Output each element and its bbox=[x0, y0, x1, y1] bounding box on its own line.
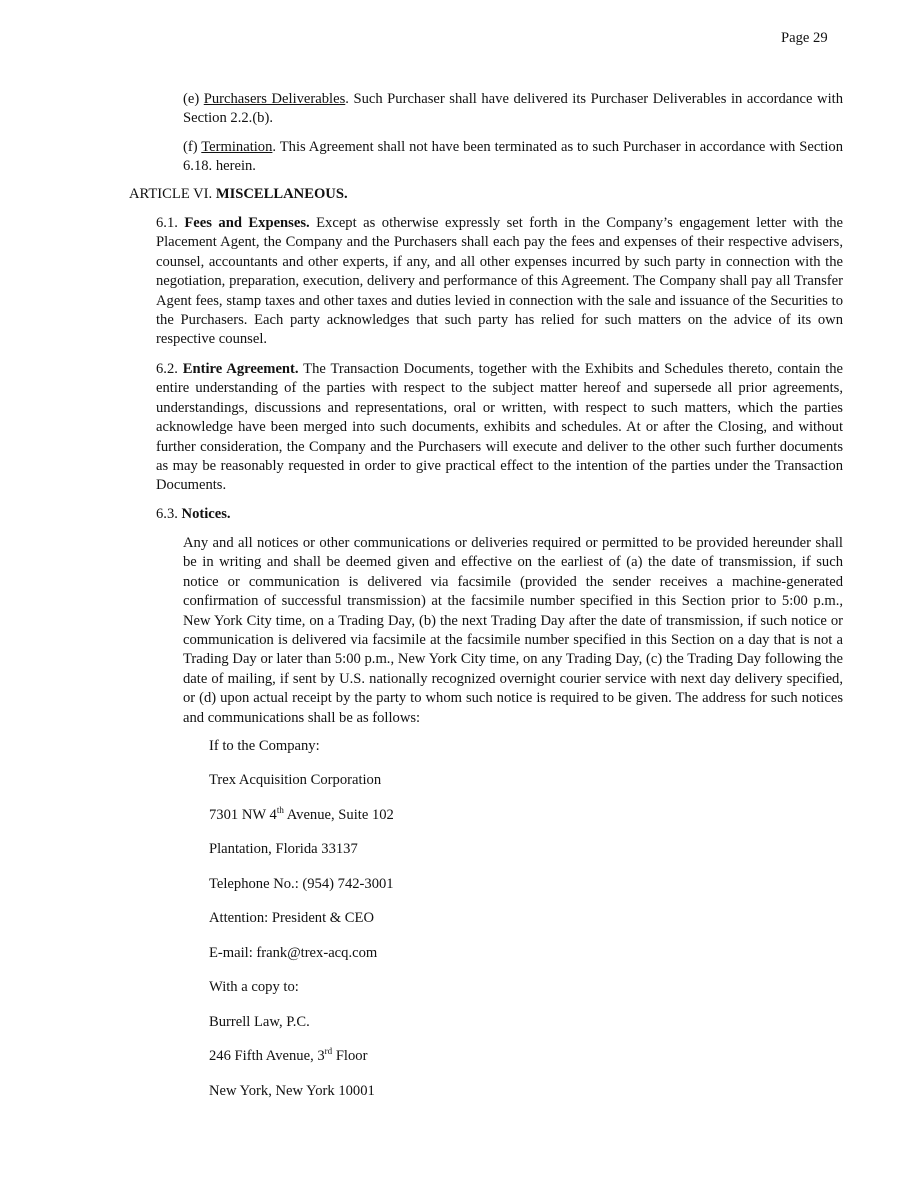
condition-f bbox=[183, 138, 843, 177]
page-number: Page 29 bbox=[781, 30, 828, 46]
copy-name: Burrell Law, P.C. bbox=[209, 1014, 310, 1030]
section-6-3-heading bbox=[156, 505, 231, 524]
ordinal-suffix: th bbox=[276, 805, 284, 815]
section-number: 6.1. bbox=[156, 215, 178, 231]
condition-text: . This Agreement shall not have been terminated as to such Purchaser in accordance with Section 6.18. herein. bbox=[183, 139, 844, 175]
section-text: The Transaction Documents, together with the Exhibits and Schedules thereto, contain the entire understanding of the parties with respect to the subject matter hereof and supersede all prior agreements, understandings, discussions and representations, oral or written, with respect to such matters, which the parties acknowledge have been merged into such documents, exhibits and schedules. At or after the Closing, and without further consideration, the Company and the Purchasers will execute and deliver to the other such further documents as may be reasonably requested in order to give practical effect to the intention of the parties under the Transaction Documents. bbox=[156, 361, 844, 494]
street-part: 246 Fifth Avenue, 3 bbox=[209, 1048, 325, 1064]
copy-address-intro: With a copy to: bbox=[209, 979, 299, 995]
company-email: E-mail: frank@trex-acq.com bbox=[209, 945, 378, 961]
article-prefix: ARTICLE VI. bbox=[129, 186, 213, 202]
street-part: 7301 NW 4 bbox=[209, 807, 277, 823]
section-text: Except as otherwise expressly set forth in the Company’s engagement letter with the Placement Agent, the Company and the Purchasers shall each pay the fees and expenses of their respective advisers, counsel, accountants and other experts, if any, and all other expenses incurred by such party in connection with the negotiation, preparation, execution, delivery and performance of this Agreement. The Company shall pay all Transfer Agent fees, stamp taxes and other taxes and duties levied in connection with the sale and issuance of the Securities to the Purchasers. Each party acknowledges that such party has relied for such matters on the advice of its own respective counsel. bbox=[156, 215, 843, 348]
section-title: Fees and Expenses. bbox=[184, 215, 310, 231]
section-6-1 bbox=[156, 214, 843, 350]
condition-title: Purchasers Deliverables bbox=[203, 91, 346, 107]
copy-street bbox=[209, 1048, 367, 1065]
company-attention: Attention: President & CEO bbox=[209, 910, 374, 926]
article-title: MISCELLANEOUS. bbox=[215, 186, 348, 202]
section-number: 6.2. bbox=[156, 361, 178, 377]
article-heading bbox=[129, 185, 348, 204]
section-number: 6.3. bbox=[156, 506, 178, 522]
street-part: Floor bbox=[332, 1048, 368, 1064]
condition-title: Termination bbox=[201, 139, 273, 155]
company-name: Trex Acquisition Corporation bbox=[209, 772, 382, 788]
condition-e bbox=[183, 90, 843, 129]
section-title: Notices. bbox=[181, 506, 231, 522]
section-6-3-text: Any and all notices or other communications or deliveries required or permitted to be provided hereunder shall be in writing and shall be deemed given and effective on the earliest of (a) the date of transmission, if such notice or communication is delivered via facsimile (provided the sender receives a machine-generated confirmation of successful transmission) at the facsimile number specified in this Section prior to 5:00 p.m., New York City time, on a Trading Day, (b) the next Trading Day after the date of transmission, if such notice or communication is delivered via facsimile at the facsimile number specified in this Section on a day that is not a Trading Day or later than 5:00 p.m., New York City time, on any Trading Day, (c) the Trading Day following the date of mailing, if sent by U.S. nationally recognized overnight courier service with next day delivery specified, or (d) upon actual receipt by the party to whom such notice is required to be given. The address for such notices and communications shall be as follows: bbox=[183, 535, 843, 726]
condition-label: (f) bbox=[183, 139, 198, 155]
company-address-intro: If to the Company: bbox=[209, 738, 320, 754]
copy-city: New York, New York 10001 bbox=[209, 1083, 375, 1099]
condition-label: (e) bbox=[183, 91, 200, 107]
company-city: Plantation, Florida 33137 bbox=[209, 841, 358, 857]
section-title: Entire Agreement. bbox=[182, 361, 299, 377]
section-6-2 bbox=[156, 360, 843, 496]
condition-text: . Such Purchaser shall have delivered its Purchaser Deliverables in accordance with Section 2.2.(b). bbox=[183, 91, 843, 127]
street-part: Avenue, Suite 102 bbox=[283, 807, 394, 823]
company-street bbox=[209, 807, 394, 824]
company-telephone: Telephone No.: (954) 742-3001 bbox=[209, 876, 394, 892]
ordinal-suffix: rd bbox=[324, 1046, 333, 1056]
